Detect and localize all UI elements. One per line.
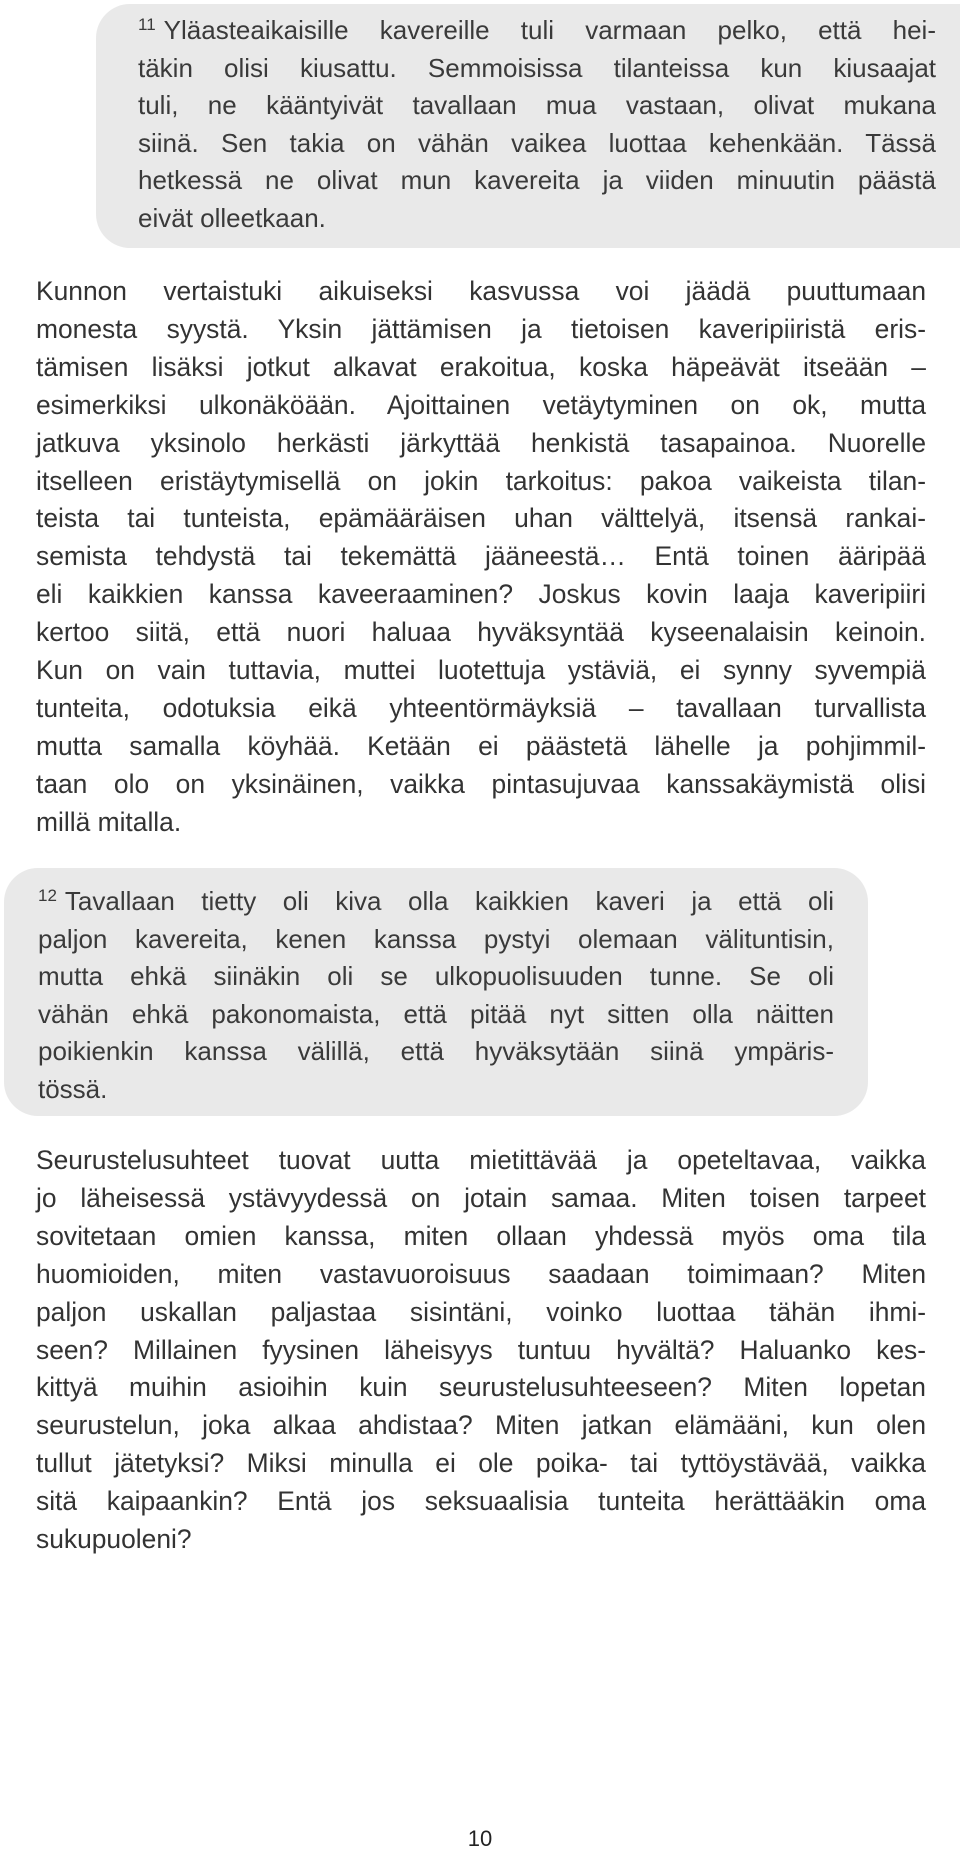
quote-12-line: $^{12}$ Tavallaan tietty oli kiva olla kaikkien kaveri ja että oli (38, 885, 834, 916)
paragraph-2-line: huomioiden, miten vastavuoroisuus saadaan toimimaan? Miten (36, 1258, 926, 1289)
paragraph-1-line: eli kaikkien kanssa kaveeraaminen? Joskus kovin laaja kaveripiiri (36, 579, 926, 610)
paragraph-1-line: semista tehdystä tai tekemättä jääneestä… Entä toinen ääripää (36, 541, 926, 572)
quote-11-line: täkin olisi kiusattu. Semmoisissa tilanteissa kun kiusaajat (138, 52, 936, 83)
quote-11-line: siinä. Sen takia on vähän vaikea luottaa kehenkään. Tässä (138, 127, 936, 158)
quote-12-line: poikienkin kanssa välillä, että hyväksytään siinä ympäris- (38, 1036, 834, 1067)
paragraph-1-line: tämisen lisäksi jotkut alkavat erakoitua, koska häpeävät itseään – (36, 351, 926, 382)
quote-11-line: eivät olleetkaan. (138, 202, 326, 233)
paragraph-2-line: tullut jätetyksi? Miksi minulla ei ole poika- tai tyttöystävää, vaikka (36, 1448, 926, 1479)
paragraph-1-line: teista tai tunteista, epämääräisen uhan välttelyä, itsensä rankai- (36, 503, 926, 534)
quote-12-line: tössä. (38, 1073, 108, 1104)
paragraph-1-line: taan olo on yksinäinen, vaikka pintasujuvaa kanssakäymistä olisi (36, 768, 926, 799)
paragraph-2-line: Seurustelusuhteet tuovat uutta mietittävää ja opeteltavaa, vaikka (36, 1145, 926, 1175)
page-number: 10 (467, 1826, 493, 1851)
paragraph-1-line: itselleen eristäytymisellä on jokin tarkoitus: pakoa vaikeista tilan- (36, 465, 926, 496)
paragraph-2-line: sitä kaipaankin? Entä jos seksuaalisia tunteita herättääkin oma (36, 1486, 926, 1517)
quote-12-line: paljon kavereita, kenen kanssa pystyi olemaan välituntisin, (38, 923, 834, 954)
quote-12-number: 12 (38, 885, 57, 905)
paragraph-1-line: millä mitalla. (36, 806, 182, 837)
quote-11-number: 11 (138, 14, 156, 34)
quote-12-line: mutta ehkä siinäkin oli se ulkopuolisuuden tunne. Se oli (38, 961, 834, 992)
paragraph-1-line: mutta samalla köyhää. Ketään ei päästetä lähelle ja pohjimmil- (36, 730, 926, 761)
body-paragraph-1 (36, 273, 926, 842)
paragraph-1-line: kertoo siitä, että nuori haluaa hyväksyntää kyseenalaisin keinoin. (36, 617, 926, 648)
paragraph-1-line: Kun on vain tuttavia, muttei luotettuja ystäviä, ei synny syvempiä (36, 655, 926, 686)
paragraph-2-line: sukupuoleni? (36, 1524, 192, 1555)
paragraph-1-line: monesta syystä. Yksin jättämisen ja tietoisen kaveripiiristä eris- (36, 313, 926, 344)
body-paragraph-2 (36, 1142, 926, 1559)
quote-11-line: $^{11}$ Yläasteaikaisille kavereille tuli varmaan pelko, että hei- (138, 14, 936, 45)
quote-11-line: hetkessä ne olivat mun kavereita ja viiden minuutin päästä (138, 165, 936, 196)
paragraph-2-line: sovitetaan omien kanssa, miten ollaan yhdessä myös oma tila (36, 1220, 926, 1251)
quote-12-line: vähän ehkä pakonomaista, että pitää nyt sitten olla näitten (38, 998, 834, 1029)
paragraph-1-line: Kunnon vertaistuki aikuiseksi kasvussa voi jäädä puuttumaan (36, 276, 926, 306)
quote-box-11 (96, 4, 960, 248)
quote-12-text (38, 883, 834, 1109)
quote-box-12 (4, 868, 868, 1116)
paragraph-1-line: esimerkiksi ulkonäköään. Ajoittainen vetäytyminen on ok, mutta (36, 389, 926, 420)
paragraph-2-line: seurustelun, joka alkaa ahdistaa? Miten jatkan elämääni, kun olen (36, 1410, 926, 1441)
paragraph-1-line: jatkuva yksinolo herkästi järkyttää henkistä tasapainoa. Nuorelle (36, 427, 926, 458)
quote-11-line: tuli, ne kääntyivät tavallaan mua vastaan, olivat mukana (138, 90, 936, 121)
paragraph-1-line: tunteita, odotuksia eikä yhteentörmäyksiä – tavallaan turvallista (36, 692, 926, 723)
quote-11-text (138, 12, 936, 238)
paragraph-2-line: jo läheisessä ystävyydessä on jotain samaa. Miten toisen tarpeet (36, 1182, 926, 1213)
paragraph-2-line: paljon uskallan paljastaa sisintäni, voinko luottaa tähän ihmi- (36, 1296, 926, 1327)
paragraph-2-line: seen? Millainen fyysinen läheisyys tuntuu hyvältä? Haluanko kes- (36, 1334, 926, 1365)
paragraph-2-line: kittyä muihin asioihin kuin seurustelusuhteeseen? Miten lopetan (36, 1372, 926, 1403)
